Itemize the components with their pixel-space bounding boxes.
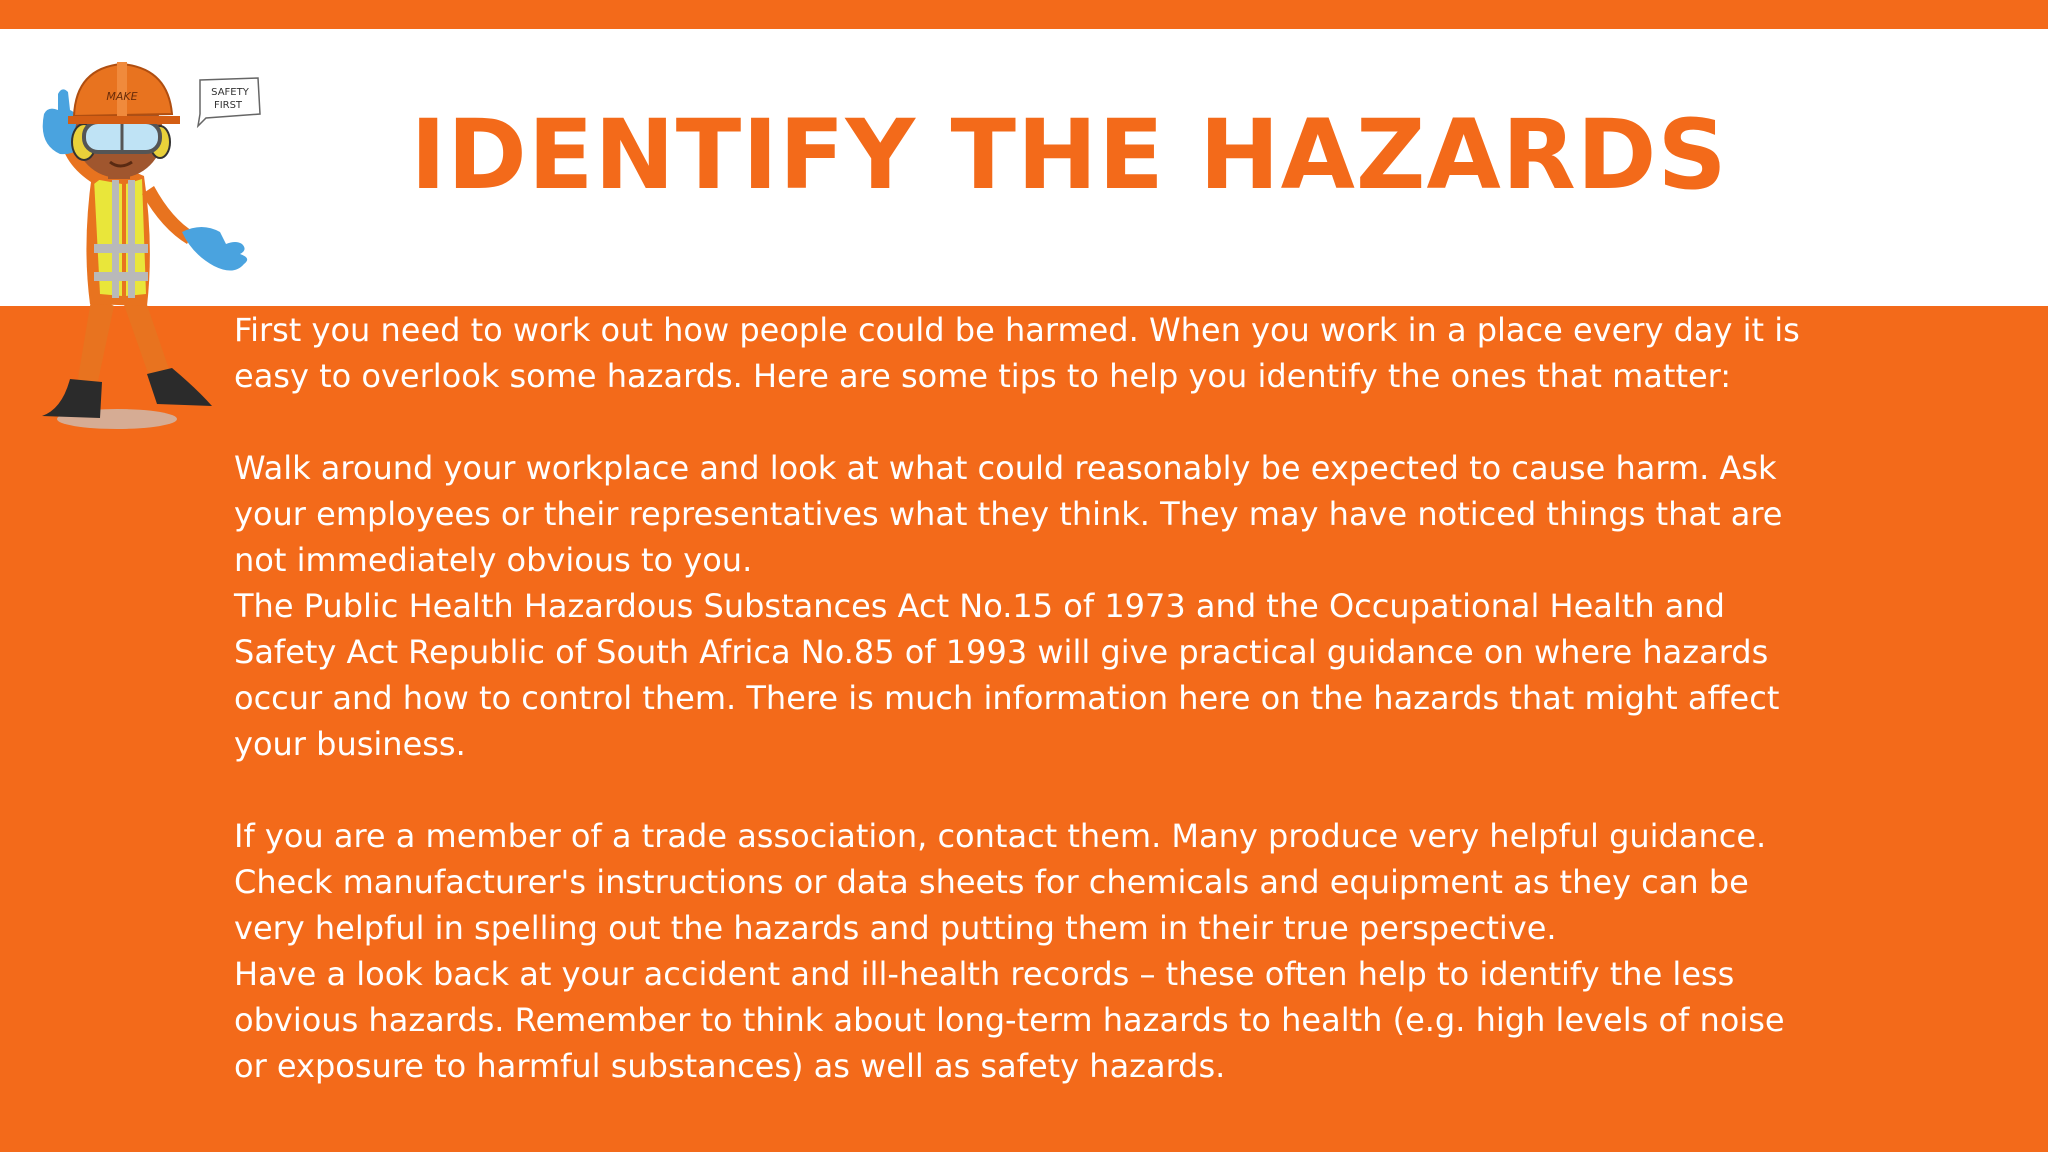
paragraph-manufacturer-instructions: Check manufacturer's instructions or data sheets for chemicals and equipment as they can be very helpful in spelling out the hazards and putting them in their true perspective. [234, 863, 1749, 947]
svg-text:MAKE: MAKE [106, 90, 138, 103]
paragraph-trade-association: If you are a member of a trade association, contact them. Many produce very helpful guidance. [234, 817, 1767, 855]
slide-title: IDENTIFY THE HAZARDS [410, 99, 1728, 211]
paragraph-gap [234, 399, 1824, 445]
paragraph-walk-around: Walk around your workplace and look at what could reasonably be expected to cause harm. Ask your employees or their representatives what they think. They may have noticed things that are not immediately obvious to you. [234, 449, 1783, 579]
paragraph-gap [234, 767, 1824, 813]
svg-text:FIRST: FIRST [213, 100, 243, 111]
paragraph-legislation: The Public Health Hazardous Substances Act No.15 of 1973 and the Occupational Health and Safety Act Republic of South Africa No.85 of 1993 will give practical guidance on where hazards occur and how to control them. There is much information here on the hazards that might affect your business. [234, 587, 1780, 763]
paragraph-intro: First you need to work out how people could be harmed. When you work in a place every day it is easy to overlook some hazards. Here are some tips to help you identify the ones that matter: [234, 311, 1800, 395]
paragraph-accident-records: Have a look back at your accident and ill-health records – these often help to identify the less obvious hazards. Remember to think about long-term hazards to health (e.g. high levels of noise or exposure to harmful substances) as well as safety hazards. [234, 955, 1785, 1085]
body-text [234, 307, 1824, 1089]
svg-text:SAFETY: SAFETY [211, 87, 249, 98]
